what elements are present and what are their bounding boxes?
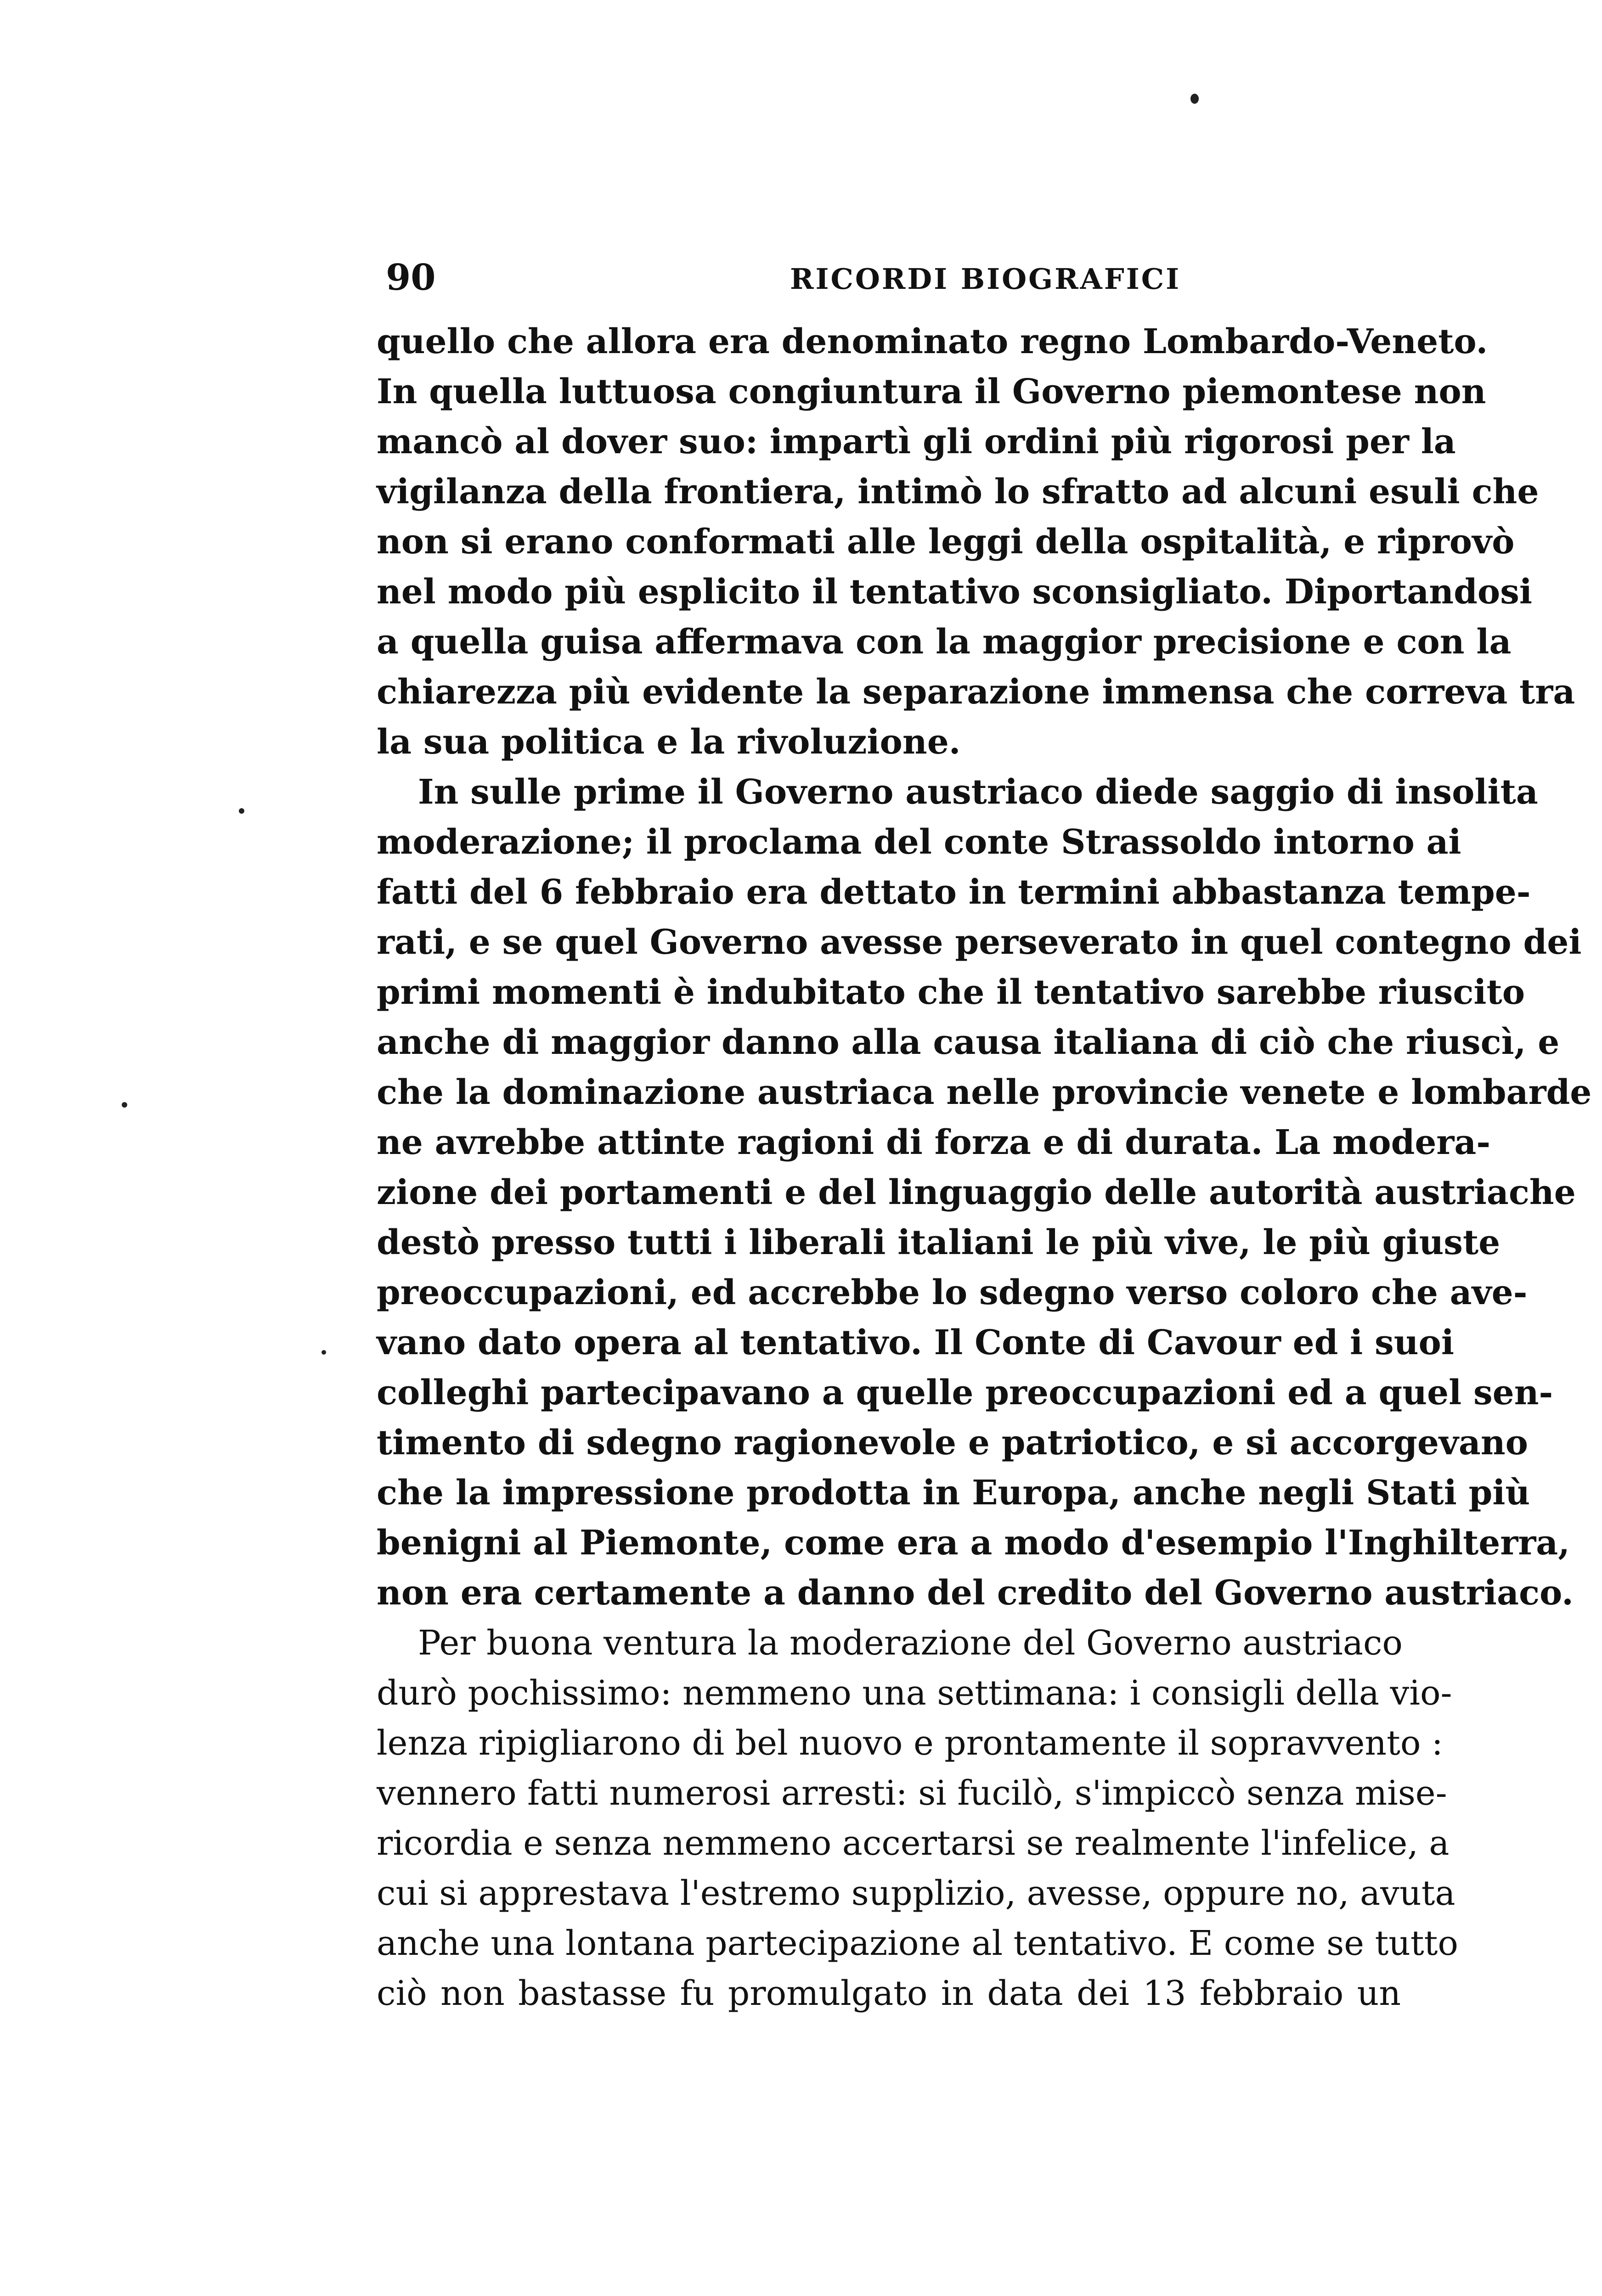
text-line: anche di maggior danno alla causa italiana di ciò che riuscì, e (377, 1023, 1560, 1062)
text-line: fatti del 6 febbraio era dettato in termini abbastanza tempe- (377, 872, 1531, 912)
text-line: Per buona ventura la moderazione del Governo austriaco (418, 1623, 1403, 1663)
text-line: nel modo più esplicito il tentativo sconsigliato. Diportandosi (377, 572, 1532, 612)
text-line: chiarezza più evidente la separazione immensa che correva tra (377, 672, 1575, 712)
body-text (377, 317, 1592, 2019)
text-line: colleghi partecipavano a quelle preoccupazioni ed a quel sen- (377, 1373, 1553, 1412)
text-line: non si erano conformati alle leggi della ospitalità, e riprovò (377, 522, 1515, 562)
text-line: quello che allora era denominato regno Lombardo-Veneto. (377, 322, 1488, 361)
text-line: mancò al dover suo: impartì gli ordini più rigorosi per la (377, 422, 1456, 461)
ink-speck (122, 1102, 127, 1108)
text-line: In sulle prime il Governo austriaco diede saggio di insolita (418, 772, 1538, 812)
text-line: rati, e se quel Governo avesse perseverato in quel contegno dei (377, 923, 1582, 962)
text-line: la sua politica e la rivoluzione. (377, 722, 961, 762)
text-line: preoccupazioni, ed accrebbe lo sdegno verso coloro che ave- (377, 1273, 1528, 1312)
text-line: ciò non bastasse fu promulgato in data dei 13 febbraio un (377, 1974, 1401, 2013)
text-line: zione dei portamenti e del linguaggio delle autorità austriache (377, 1173, 1576, 1212)
text-line: durò pochissimo: nemmeno una settimana: i consigli della vio- (377, 1673, 1452, 1713)
text-line: ricordia e senza nemmeno accertarsi se realmente l'infelice, a (377, 1823, 1450, 1863)
text-line: timento di sdegno ragionevole e patriotico, e si accorgevano (377, 1423, 1529, 1463)
page-number: 90 (386, 257, 436, 298)
text-line: a quella guisa affermava con la maggior precisione e con la (377, 622, 1512, 662)
text-line: benigni al Piemonte, come era a modo d'esempio l'Inghilterra, (377, 1523, 1570, 1563)
text-line: vigilanza della frontiera, intimò lo sfratto ad alcuni esuli che (377, 472, 1539, 512)
text-line: che la dominazione austriaca nelle provincie venete e lombarde (377, 1073, 1592, 1112)
ink-speck (1190, 94, 1199, 104)
text-line: vennero fatti numerosi arresti: si fucilò, s'impiccò senza mise- (377, 1773, 1447, 1813)
text-line: moderazione; il proclama del conte Strassoldo intorno ai (377, 822, 1461, 862)
running-title: RICORDI BIOGRAFICI (790, 262, 1181, 296)
running-head (386, 257, 1405, 298)
text-line: lenza ripigliarono di bel nuovo e prontamente il sopravvento : (377, 1723, 1443, 1763)
ink-speck (239, 808, 244, 814)
text-line: destò presso tutti i liberali italiani le più vive, le più giuste (377, 1223, 1500, 1262)
text-line: vano dato opera al tentativo. Il Conte di Cavour ed i suoi (377, 1323, 1454, 1362)
ink-speck (322, 1350, 326, 1355)
text-line: che la impressione prodotta in Europa, anche negli Stati più (377, 1473, 1530, 1513)
library-mark-icon (110, 2287, 285, 2296)
text-line: anche una lontana partecipazione al tentativo. E come se tutto (377, 1924, 1458, 1963)
text-line: cui si apprestava l'estremo supplizio, avesse, oppure no, avuta (377, 1874, 1455, 1913)
text-line: primi momenti è indubitato che il tentativo sarebbe riuscito (377, 973, 1525, 1012)
text-line: In quella luttuosa congiuntura il Governo piemontese non (377, 372, 1486, 411)
text-line: ne avrebbe attinte ragioni di forza e di durata. La modera- (377, 1123, 1491, 1162)
text-line: non era certamente a danno del credito del Governo austriaco. (377, 1573, 1574, 1613)
